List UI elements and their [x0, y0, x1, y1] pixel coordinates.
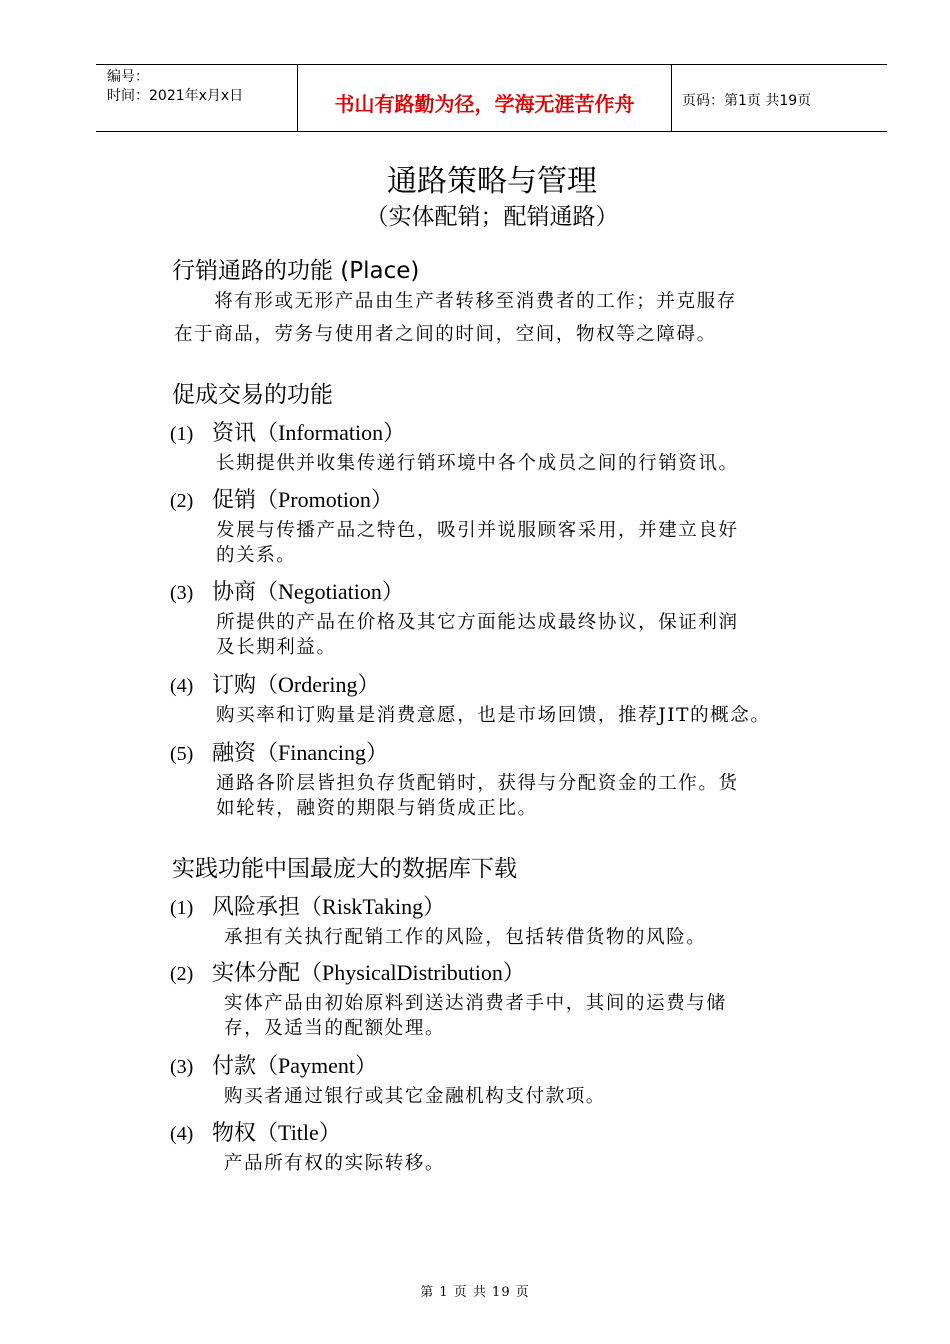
item-description-line: 存，及适当的配额处理。 — [224, 1018, 446, 1039]
item-description — [224, 1151, 824, 1176]
item-term: 物权 — [212, 1121, 257, 1146]
item-term-english: Ordering — [278, 672, 358, 697]
header-serial-label: 编号： — [107, 69, 149, 85]
item-description-line: 购买者通过银行或其它金融机构支付款项。 — [224, 1086, 606, 1107]
item-term: 促销 — [212, 488, 257, 513]
paragraph-line: 将有形或无形产品由生产者转移至消费者的工作；并克服存 — [174, 291, 737, 312]
item-term: 订购 — [212, 673, 257, 698]
item-description — [224, 991, 824, 1041]
item-term: 协商 — [212, 580, 257, 605]
section-heading-place: 行销通路的功能 (Place) — [172, 258, 420, 284]
item-description — [216, 771, 816, 821]
item-number: (4) — [170, 675, 194, 697]
item-heading: (3) 协商（Negotiation） — [170, 577, 830, 607]
section-heading-practice: 实践功能中国最庞大的数据库下载 — [172, 856, 517, 882]
item-description — [216, 610, 816, 660]
header-divider-right — [671, 64, 672, 132]
header-rule-top — [96, 64, 887, 65]
item-term-english: Information — [278, 420, 384, 445]
item-description — [216, 518, 816, 568]
item-term-english: Payment — [278, 1053, 356, 1078]
page-footer: 第 1 页 共 19 页 — [420, 1285, 530, 1300]
item-heading: (1) 风险承担（RiskTaking） — [170, 892, 830, 922]
list-item — [170, 892, 830, 950]
list-item — [170, 1118, 830, 1176]
item-term-english: Financing — [278, 740, 367, 765]
item-description-line: 实体产品由初始原料到送达消费者手中，其间的运费与储 — [224, 993, 727, 1014]
item-term: 付款 — [212, 1054, 257, 1079]
item-term-english: PhysicalDistribution — [322, 960, 503, 985]
item-term-english: Negotiation — [278, 579, 382, 604]
item-term-english: RiskTaking — [322, 894, 424, 919]
paragraph-line: 在于商品，劳务与使用者之间的时间，空间，物权等之障碍。 — [174, 324, 717, 345]
header-page-info: 页码：第1页 共19页 — [682, 93, 812, 109]
item-number: (3) — [170, 1056, 194, 1078]
item-number: (2) — [170, 490, 194, 512]
item-term-english: Promotion — [278, 487, 371, 512]
item-number: (1) — [170, 423, 194, 445]
list-item — [170, 958, 830, 1041]
item-heading: (2) 实体分配（PhysicalDistribution） — [170, 958, 830, 988]
section-heading-transaction: 促成交易的功能 — [172, 382, 333, 408]
item-description — [216, 703, 816, 728]
item-number: (4) — [170, 1123, 194, 1145]
header-meta — [107, 68, 243, 106]
item-number: (1) — [170, 897, 194, 919]
item-description — [224, 925, 824, 950]
item-description — [216, 451, 816, 476]
list-item — [170, 577, 830, 660]
page-subtitle: （实体配销；配销通路） — [365, 204, 619, 230]
item-description-line: 长期提供并收集传递行销环境中各个成员之间的行销资讯。 — [216, 453, 739, 474]
item-description-line: 通路各阶层皆担负存货配销时，获得与分配资金的工作。货 — [216, 773, 739, 794]
item-description-line: 购买率和订购量是消费意愿，也是市场回馈，推荐JIT的概念。 — [216, 705, 771, 726]
header-motto: 书山有路勤为径，学海无涯苦作舟 — [334, 92, 635, 116]
page-title: 通路策略与管理 — [387, 164, 597, 199]
item-description-line: 及长期利益。 — [216, 637, 337, 658]
header-time: 时间：2021年x月x日 — [107, 88, 244, 104]
list-item — [170, 485, 830, 568]
item-term: 风险承担 — [212, 895, 301, 920]
item-heading: (5) 融资（Financing） — [170, 738, 830, 768]
list-item — [170, 670, 830, 728]
list-item — [170, 1051, 830, 1109]
item-description-line: 所提供的产品在价格及其它方面能达成最终协议，保证利润 — [216, 612, 739, 633]
item-heading: (1) 资讯（Information） — [170, 418, 830, 448]
item-heading: (3) 付款（Payment） — [170, 1051, 830, 1081]
item-description-line: 如轮转，融资的期限与销货成正比。 — [216, 798, 538, 819]
item-term: 资讯 — [212, 421, 257, 446]
list-item — [170, 418, 830, 476]
item-heading: (4) 订购（Ordering） — [170, 670, 830, 700]
section-place-paragraph — [174, 285, 824, 351]
item-term: 实体分配 — [212, 961, 301, 986]
list-item — [170, 738, 830, 821]
item-description-line: 产品所有权的实际转移。 — [224, 1153, 446, 1174]
item-number: (3) — [170, 582, 194, 604]
item-term-english: Title — [278, 1120, 319, 1145]
item-description — [224, 1084, 824, 1109]
item-heading: (2) 促销（Promotion） — [170, 485, 830, 515]
item-description-line: 的关系。 — [216, 545, 297, 566]
item-description-line: 承担有关执行配销工作的风险，包括转借货物的风险。 — [224, 927, 707, 948]
header-rule-bottom — [96, 131, 887, 132]
item-number: (5) — [170, 743, 194, 765]
item-heading: (4) 物权（Title） — [170, 1118, 830, 1148]
item-term: 融资 — [212, 741, 257, 766]
item-description-line: 发展与传播产品之特色，吸引并说服顾客采用，并建立良好 — [216, 520, 739, 541]
item-number: (2) — [170, 963, 194, 985]
